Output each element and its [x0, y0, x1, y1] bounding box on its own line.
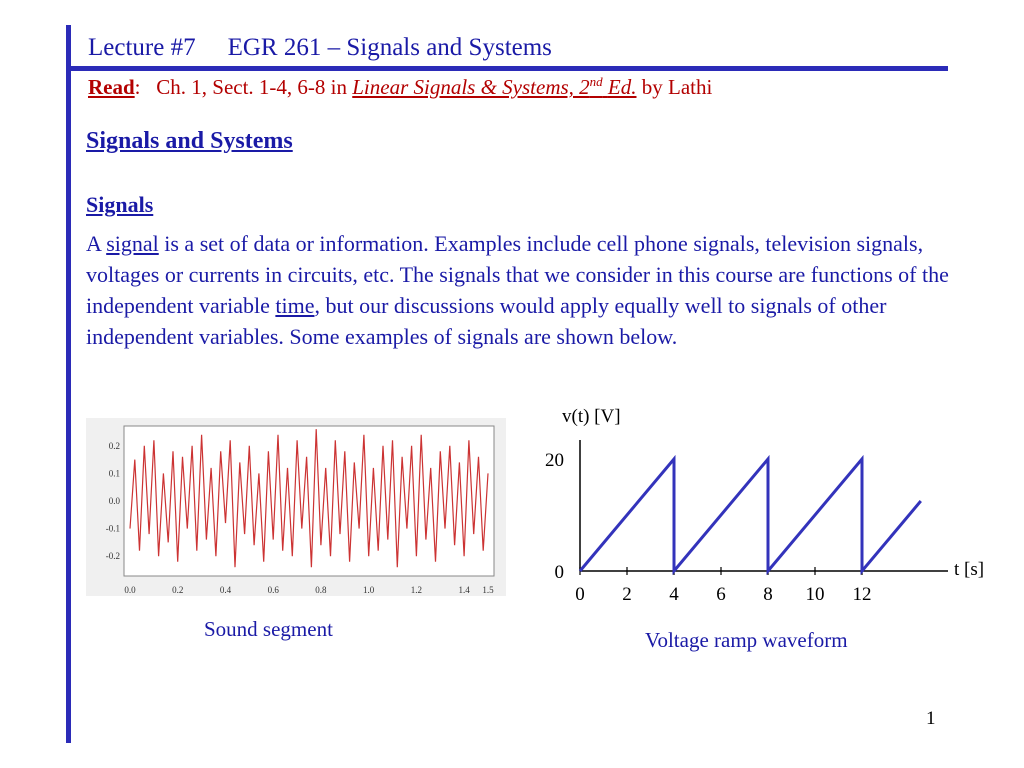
ramp-y-tick-label: 0: [554, 562, 564, 583]
sound-caption: Sound segment: [204, 617, 333, 641]
read-text: Ch. 1, Sect. 1-4, 6-8 in: [156, 75, 347, 99]
ramp-x-tick-label: 6: [716, 584, 726, 605]
sound-plot-svg: [86, 418, 506, 596]
sound-y-tick: 0.2: [108, 440, 120, 451]
sound-y-tick: -0.2: [105, 551, 120, 562]
sound-x-tick: 1.2: [410, 585, 423, 595]
sound-y-tick: 0.1: [108, 468, 120, 479]
sound-x-tick: 0.0: [124, 585, 136, 595]
sound-x-tick: 1.0: [363, 585, 375, 595]
course-title: EGR 261 – Signals and Systems: [227, 34, 552, 61]
term-time: time: [275, 293, 315, 318]
lecture-number: Lecture #7: [88, 34, 196, 61]
section-heading: Signals and Systems: [86, 128, 293, 154]
ramp-x-tick-label: 2: [622, 584, 632, 605]
read-colon: :: [134, 75, 141, 99]
book-title: Linear Signals & Systems, 2nd Ed.: [352, 74, 637, 99]
ramp-x-tick-label: 10: [805, 584, 825, 605]
ramp-plot-svg: [540, 398, 1010, 618]
body-paragraph: A signal is a set of data or information. Examples include cell phone signals, television signals, voltages or currents in circuits, etc. The signals that we consider in this course are functions of the independent variable time, but our discussions would apply equally well to signals of other independent variables. Some examples of signals are shown below.: [86, 231, 949, 349]
ramp-ylabel: v(t) [V]: [562, 406, 621, 427]
ramp-x-tick-label: 4: [669, 584, 679, 605]
book-edition: Ed.: [607, 75, 637, 99]
ramp-waveform: [580, 459, 921, 571]
sound-x-tick: 0.2: [172, 585, 184, 595]
sound-x-tick: 0.4: [219, 585, 232, 595]
page-number: 1: [926, 708, 936, 729]
book-edition-sup: nd: [589, 74, 603, 89]
page-title: [88, 34, 552, 62]
sound-y-tick: -0.1: [105, 523, 120, 534]
sound-x-tick: 1.4: [458, 585, 470, 595]
book-author: by Lathi: [641, 75, 713, 99]
ramp-caption: Voltage ramp waveform: [645, 628, 848, 652]
ramp-x-tick-label: 12: [852, 584, 872, 605]
ramp-y-tick-label: 20: [545, 450, 564, 471]
ramp-x-tick-label: 8: [763, 584, 773, 605]
term-signal: signal: [106, 231, 159, 256]
sound-y-tick: 0.0: [108, 496, 120, 506]
sound-x-tick: 1.5: [482, 585, 494, 595]
sound-segment-plot: [86, 418, 506, 596]
header-rule: [66, 66, 948, 71]
ramp-x-tick-label: 0: [575, 584, 585, 605]
reading-assignment: [88, 74, 712, 100]
subsection-heading: Signals: [86, 192, 154, 217]
read-label: Read: [88, 75, 135, 99]
ramp-xlabel: t [s]: [954, 559, 985, 580]
left-accent-bar: [66, 25, 71, 743]
sound-x-tick: 0.6: [267, 585, 279, 595]
sound-x-tick: 0.8: [315, 585, 327, 595]
